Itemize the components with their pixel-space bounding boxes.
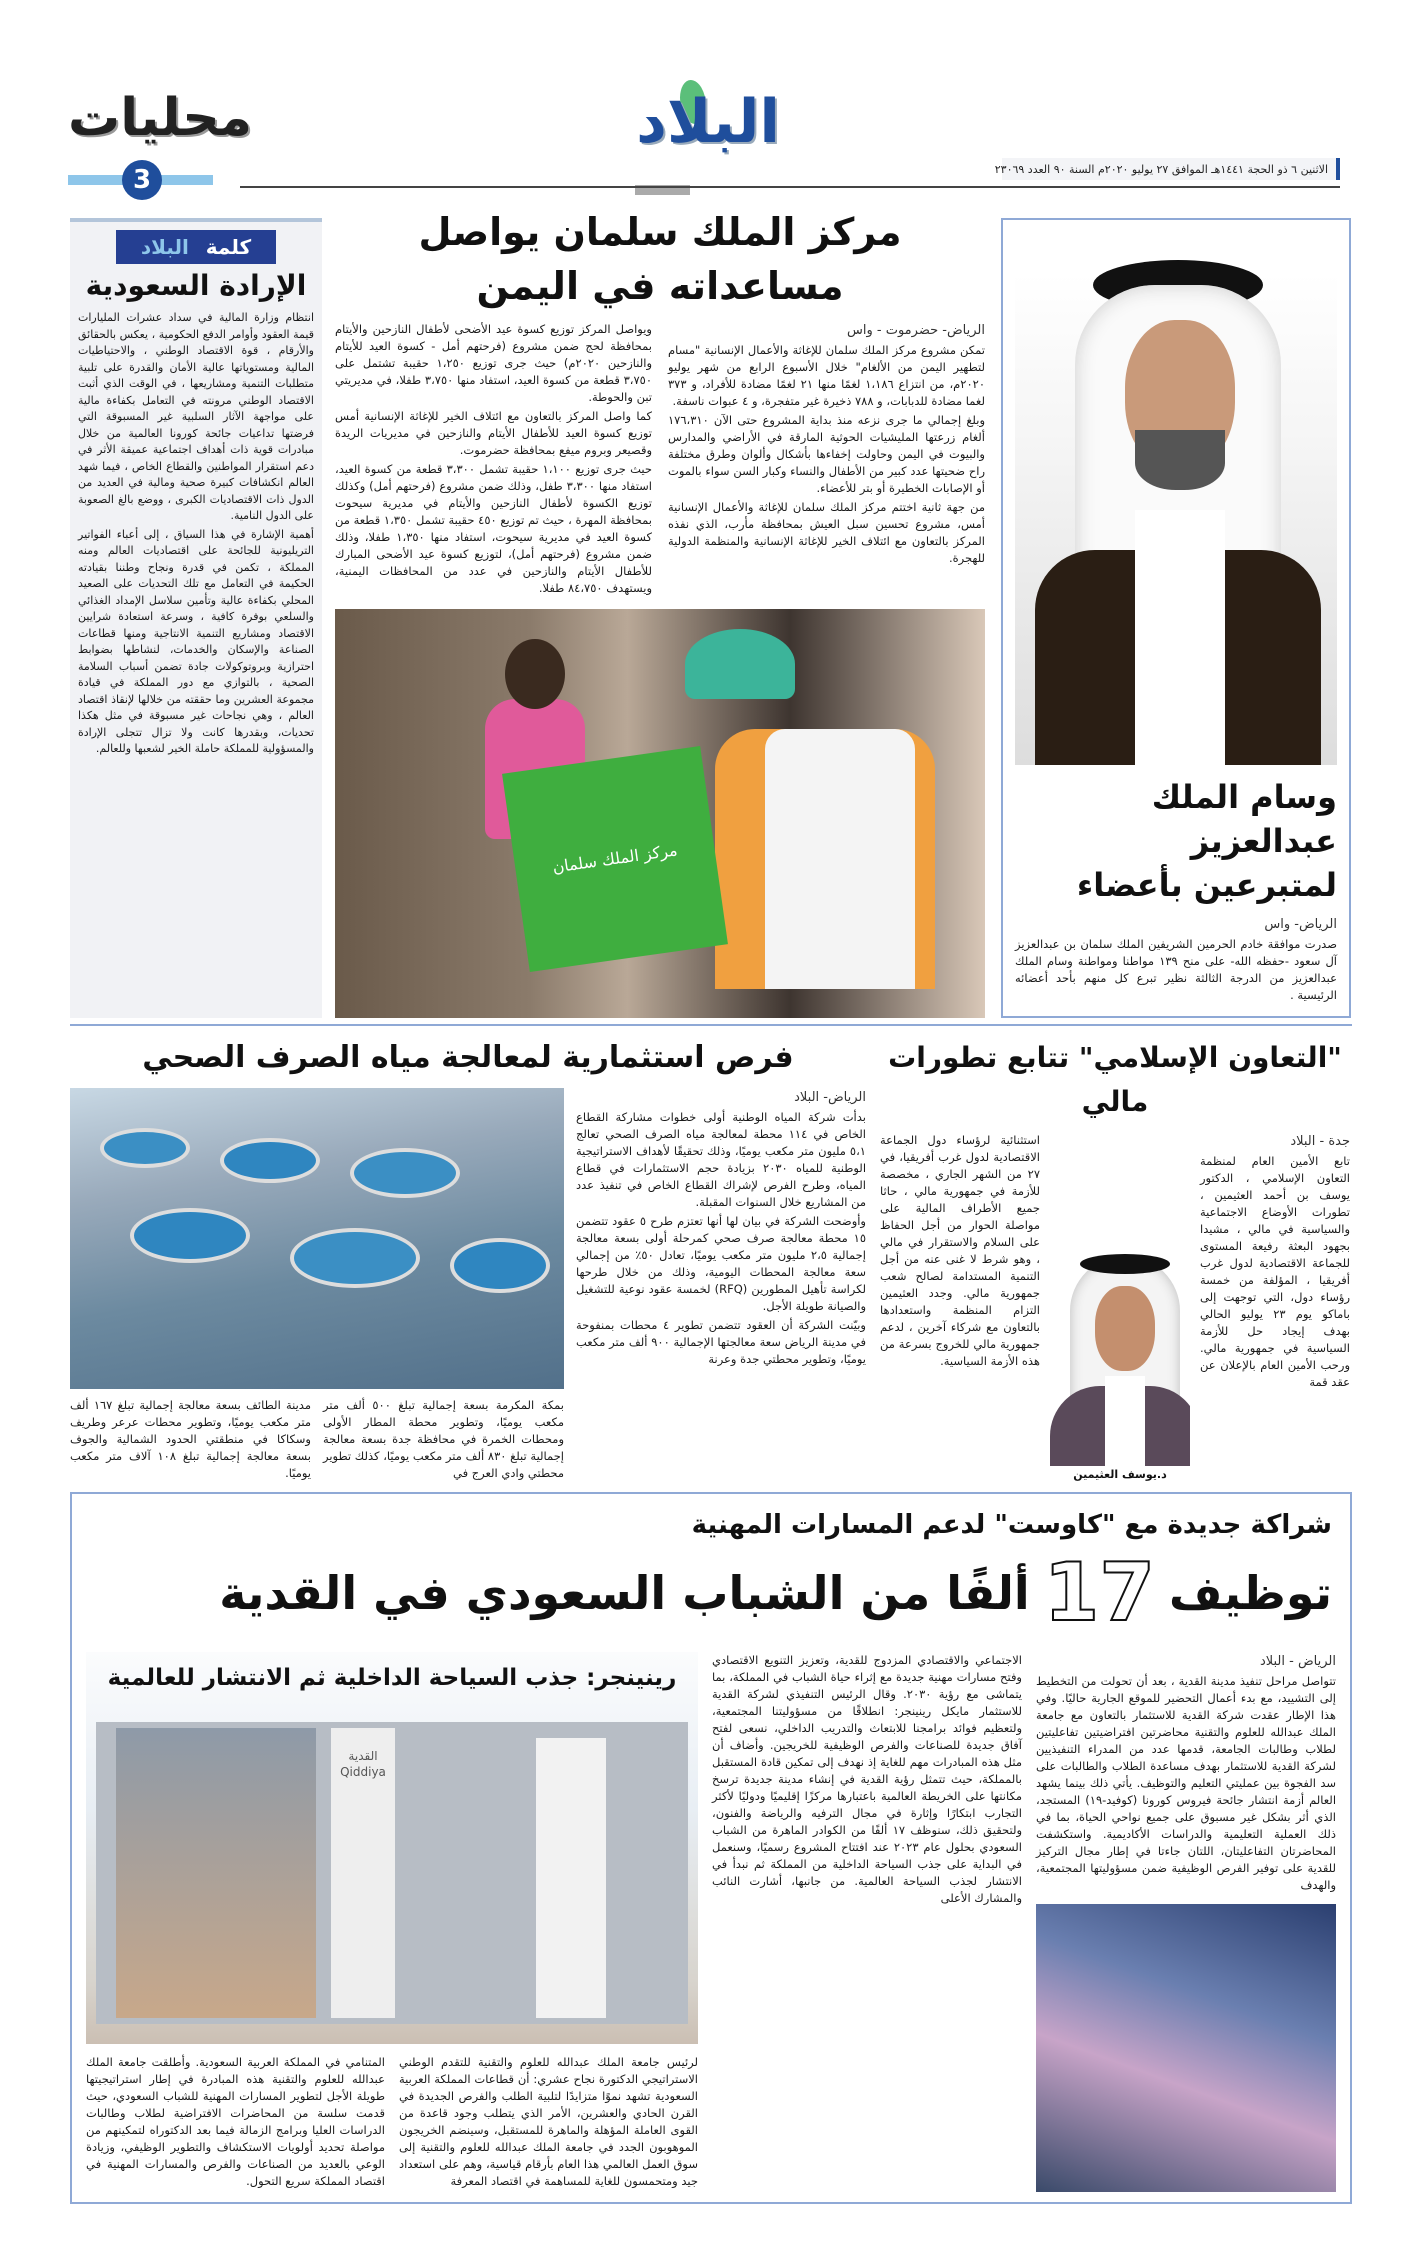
photo-aid-distribution xyxy=(335,609,985,1018)
ksrelief-column-right: الرياض- حضرموت - واس تمكن مشروع مركز الملك سلمان للإغاثة والأعمال الإنسانية "مسام لتطهير اليمن من الألغام" خلال الأسبوع الرابع من شهر يوليو ٢٠٢٠م، من انتزاع ١،١٨٦ لغمًا منها ٢١ لغمًا مضادة للأفراد، و ٣٧٣ لغما مضادة للدبابات، و ٧٨٨ ذخيرة غير متفجرة، و ٤ عبوات ناسفة. وبلغ إجمالي ما جرى نزعه منذ بداية المشروع حتى الآن ١٧٦،٣١٠ ألغام زرعتها المليشيات الحوثية المارقة في الأراضي والمدارس والبيوت في اليمن وحاولت إخفاءها بأشكال وألوان وطرق مختلفة راح ضحيتها عدد كبير من الأطفال والنساء وكبار السن سواء بالموت أو الإصابات الخطيرة أو بتر للأعضاء. من جهة ثانية اختتم مركز الملك سلمان للإغاثة والأعمال الإنسانية أمس، مشروع تحسين سبل العيش بمحافظة مأرب، الذي نفذه المركز بالتعاون مع ائتلاف الخير للإغاثة الإنسانية والمنظمة الدولية للهجرة. xyxy=(668,323,986,565)
header-rule xyxy=(240,186,1340,188)
qiddiya-sign: القدية Qiddiya xyxy=(331,1728,395,2018)
kicker: شراكة جديدة مع "كاوست" لدعم المسارات المهنية xyxy=(691,1510,1332,1540)
ksrelief-column-left: ويواصل المركز توزيع كسوة عيد الأضحى لأطفال النازحين والأيتام بمحافظة لحج ضمن مشروع (فرحتهم أمل - كسوة العيد للأيتام والنازحين ٢٠٢٠م) حيث جرى توزيع ١،٢٥٠ حقيبة تشتمل على ٣،٧٥٠ قطعة من كسوة العيد، استفاد منها ٣،٧٥٠ طفلا، في مديريتي تبن والحوطة. كما واصل المركز بالتعاون مع ائتلاف الخير للإغاثة الإنسانية أمس توزيع كسوة العيد للأطفال الأيتام والنازحين في مديريات الريدة وقصيعر وبروم ميفع بمحافظة حضرموت. حيث جرى توزيع ١،١٠٠ حقيبة تشمل ٣،٣٠٠ قطعة من كسوة العيد، استفاد منها ٣،٣٠٠ طفل، وذلك ضمن مشروع (فرحتهم أمل) وكذلك توزيع الكسوة لأطفال النازحين والأيتام في مديرية سيحوت بمحافظة المهرة ، حيث تم توزيع ٤٥٠ حقيبة تشمل ١،٣٥٠ قطعة من كسوة العيد في مديرية سيحوت، استفاد منها ١،٣٥٠ طفلا، وذلك ضمن مشروع (فرحتهم أمل)، لتوزيع كسوة عيد الأضحى المبارك للأطفال الأيتام والنازحين في عدد من المحافظات اليمنية، ويستهدف ٨٤،٧٥٠ طفلا. xyxy=(335,322,652,595)
section-title: محليات xyxy=(68,88,252,148)
photo-yousef-al-othaimeen xyxy=(1050,1246,1190,1466)
order-headline: وسام الملك عبدالعزيز لمتبرعين بأعضاء xyxy=(1076,778,1337,904)
oic-column-right: جدة - البلاد تابع الأمين العام لمنظمة التعاون الإسلامي ، الدكتور يوسف بن أحمد العثيمين ، تطورات الأوضاع الاجتماعية والسياسية في مالي ، مشيدا بجهود البعثة رفيعة المستوى للجماعة الاقتصادية لدول غرب أفريقيا ، المؤلفة من خمسة رؤساء دول، التي توجهت إلى باماكو يوم ٢٣ يوليو الحالي بهدف إيجاد حل للأزمة السياسية في جمهورية مالي. ورحب الأمين العام بالإعلان عن عقد قمة xyxy=(1200,1134,1350,1389)
masthead xyxy=(636,70,780,195)
photo-king-salman xyxy=(1015,230,1337,765)
qiddiya-column-mid: الاجتماعي والاقتصادي المزدوج للقدية، وتعزيز التنويع الاقتصادي وفتح مسارات مهنية جديدة مع إثراء حياة الشباب في المملكة، بما يتماشى مع رؤية ٢٠٣٠. وقال الرئيس التنفيذي لشركة القدية للاستثمار مايكل رينينجر: انطلاقًا من مسؤوليتنا المجتمعية، ولتعظيم فوائد برامجنا للابتعاث والتدريب الداخلي، نسعى لفتح آفاق جديدة للصناعات والفرص الوظيفية للخريجين. وأضاف أن مثل هذه المبادرات مهم للغاية إذ نهدف إلى تمكين قادة المستقبل بالمملكة، حيث تتمثل رؤية القدية في إنشاء مدينة جديدة ترسخ مكانتها على الخريطة العالمية باعتبارها مركزًا إقليميًا ودوليًا لأكثر التجارب ابتكارًا وإثارة في مجال الترفيه والرياضة والفنون، ولتحقيق ذلك، سنوظف ١٧ ألفًا من الكوادر الماهرة من الشباب السعودي بحلول عام ٢٠٢٣ عند افتتاح المشروع رسميًا، وسنعمل في البداية على جذب السياحة الداخلية من المملكة ثم نبدأ في الانتشار لجذب السياحة العالمية. من جانبها، أشارت النائب والمشارك الأعلى xyxy=(712,1653,1022,1905)
water-column-right: الرياض- البلاد بدأت شركة المياه الوطنية أولى خطوات مشاركة القطاع الخاص في ١١٤ محطة لمعالجة مياه الصرف الصحي تعالج ٥،١ مليون متر مكعب يوميًا، وذلك تحقيقًا لأهداف الاستراتيجية الوطنية للمياه ٢٠٣٠ بزيادة حجم الاستثمارات في قطاع المياه، وطرح الفرص لإشراك القطاع الخاص في تنفيذ عدد من المشاريع خلال السنوات المقبلة. وأوضحت الشركة في بيان لها أنها تعتزم طرح ٥ عقود تتضمن ١٥ محطة معالجة صرف صحي كمرحلة أولى بسعة معالجة إجمالية ٢،٥ مليون متر مكعب يوميًا، تعادل ٥٠٪ من إجمالي سعة معالجة المحطات اليومية، وذلك من خلال طرحها لكراسة تأهيل المطورين (RFQ) لخمسة عقود نوعية للتشغيل والصيانة طويلة الأجل. وبيّنت الشركة أن العقود تتضمن تطوير ٤ محطات بمنفوحة في مدينة الرياض سعة معالجتها الإجمالية ٩٠٠ ألف متر مكعب يوميًا، وتطوير محطتي جدة وعرنة xyxy=(576,1090,867,1366)
water-column-mid: بمكة المكرمة بسعة إجمالية تبلغ ٥٠٠ ألف متر مكعب يوميًا، وتطوير محطة المطار الأولى ومحطات الخمرة في محافظة جدة بسعة معالجة إجمالية تبلغ ٨٣٠ ألف متر مكعب يوميًا، كذلك تطوير محطتي وادي العرج في xyxy=(323,1398,564,1480)
qiddiya-article xyxy=(70,1492,1352,2204)
water-article xyxy=(70,1036,866,1484)
qiddiya-column-right: الرياض - البلاد تتواصل مراحل تنفيذ مدينة القدية ، بعد أن تحولت من التخطيط إلى التشييد، مع بدء أعمال التحضير للموقع الجارية حاليًا. وفي هذا الإطار عقدت شركة القدية للاستثمار بالتعاون مع جامعة الملك عبدالله للعلوم والتقنية محاضرتين افتراضيتين تفاعليتين لطلاب وطالبات الجامعة، قدمها عدد من المدراء التنفيذيين لشركة القدية للاستثمار بهدف مساعدة الطلاب والطالبات على سد الفجوة بين عمليتي التعليم والتوظيف. يأتي ذلك بينما يشهد العالم أزمة انتشار جائحة فيروس كورونا (كوفيد-١٩) المستجد، الذي أثر بشكل غير مسبوق على جميع نواحي الحياة، بما في ذلك العملية التعليمية والدراسات الأكاديمية. واستكشفت المحاضرتان التفاعليتان، اللتان جاءتا في إطار مجال التركيز للقدية على توفير الفرص الوظيفية ضمن مسؤوليتها المجتمعية، والهدف xyxy=(1036,1654,1337,1892)
order-article: وسام الملك عبدالعزيز لمتبرعين بأعضاء الرياض- واس صدرت موافقة خادم الحرمين الشريفين الملك سلمان بن عبدالعزيز آل سعود -حفظه الله- على منح ١٣٩ مواطنا ومواطنة وسام الملك عبدالعزيز من الدرجة الثالثة نظير تبرع كل منهم بأحد أعضائه الرئيسية . xyxy=(1001,218,1351,1018)
ksrelief-article xyxy=(335,205,985,1018)
aid-bag: مركز الملك سلمان xyxy=(502,746,728,972)
date-bar: الاثنين ٦ ذو الحجة ١٤٤١هـ الموافق ٢٧ يوليو ٢٠٢٠م السنة ٩٠ العدد ٢٣٠٦٩ xyxy=(1002,158,1340,180)
page-number: 3 xyxy=(122,160,162,200)
inner-headline: رينينجر: جذب السياحة الداخلية ثم الانتشار للعالمية xyxy=(107,1665,677,1691)
qiddiya-column-bottom-right: لرئيس جامعة الملك عبدالله للعلوم والتقنية للتقدم الوطني الاستراتيجي الدكتورة نجاح عشري: أن قطاعات المملكة العربية السعودية تشهد نموًا متزايدًا لتلبية الطلب والفرص الجديدة في القرن الحادي والعشرين، الأمر الذي يتطلب وجود قاعدة من القوى العاملة المؤهلة والماهرة للمستقبل، وسينضم الخريجون الموهوبون الجدد في جامعة الملك عبدالله للعلوم والتقنية إلى سوق العمل العالمي هذا العام بأرقام قياسية، وهم على استعداد جيد ومتحمسون للغاية للمساهمة في اقتصاد المعرفة xyxy=(399,2055,698,2188)
editorial-column xyxy=(70,218,322,1018)
water-column-left: مدينة الطائف بسعة معالجة إجمالية تبلغ ١٦٧ ألف متر مكعب يوميًا، وتطوير محطات عرعر وطريف وسكاكا في منطقتي الحدود الشمالية والجوف بسعة معالجة إجمالية تبلغ ١٠٨ آلاف متر مكعب يوميًا. xyxy=(70,1398,311,1480)
qiddiya-column-bottom-left: المتنامي في المملكة العربية السعودية. وأطلقت جامعة الملك عبدالله للعلوم والتقنية هذه المبادرة في إطار استراتيجيتها طويلة الأجل لتطوير المسارات المهنية للشباب السعودي، حيث قدمت سلسة من المحاضرات الافتراضية لطلاب وطالبات الدراسات العليا وبرامج الزمالة فيما بعد الدكتوراه لتمكينهم من مواصلة تحديد أولويات الاستكشاف والتطوير الوظيفي، وزيادة الوعي بالعديد من الصناعات والفرص والمسارات المهنية في اقتصاد المملكة سريع التحول. xyxy=(86,2055,385,2188)
photo-qiddiya-building xyxy=(86,1652,698,2044)
headline-qiddiya: توظيف 17 ألفًا من الشباب السعودي في القدية xyxy=(219,1546,1332,1639)
editorial-paragraph: انتظام وزارة المالية في سداد عشرات المليارات قيمة العقود وأوامر الدفع الحكومية ، يعكس بالحقائق والأرقام ، قوة الاقتصاد الوطني ، والاحتياطيات المالية ومستوياتها عالية الأمان والقدرة على تلبية متطلبات التنمية ومشاريعها ، في الوقت الذي أثبت الاقتصاد الوطني مرونته في التعامل بكفاءة مالية على مواجهة الآثار السلبية غير المسبوقة التي فرضتها تداعيات جائحة كورونا العالمية من خلال مبادرات قوية ذات أهداف اجتماعية عميقة الأثر في دعم استقرار المواطنين والقطاع الخاص ، فيما شهد العالم انكشافات كبيرة صحية ومالية في العديد من الدول ذات الاقتصاديات الكبرى ، ووضع بالغ الصعوبة على الدول النامية. xyxy=(78,311,314,522)
photo-caption: د.يوسف العثيمين xyxy=(1073,1468,1167,1481)
headline-water: فرص استثمارية لمعالجة مياه الصرف الصحي xyxy=(142,1040,794,1075)
editorial-badge: كلمة البلاد xyxy=(116,230,276,264)
photo-qiddiya-rendering xyxy=(1036,1904,1336,2192)
headline-ksrelief: مركز الملك سلمان يواصل مساعداته في اليمن xyxy=(418,210,902,308)
section-divider xyxy=(70,1024,1352,1026)
editorial-paragraph: أهمية الإشارة في هذا السياق ، إلى أعباء الفواتير التريليونية للجائحة على اقتصاديات العالم ومنه المملكة ، تكمن في قدرة ونجاح وطننا بقيادته الحكيمة في التعامل مع تلك التحديات على الصعيد المحلي بكفاءة عالية وتأمين سلاسل الإمداد الغذائي والسلعي بوفرة كافية ، وسرعة استعادة شرايين الاقتصاد ومشاريع التنمية الانتاجية ومنها قطاعات الصناعة والإسكان والخدمات، لنشاطها بضوابط احترازية وبروتوكولات جادة تضمن أسباب السلامة الصحية ، بالتوازي مع دور المملكة في قيادة مجموعة العشرين وما حققته من خلالها لإنقاذ اقتصاد العالم ، وهي نجاحات غير مسبوقة في مثل هكذا تحديات، وبقدرها كانت ولا تزال تتجلى الإرادة والمسؤولية للمملكة حاملة الخير لشعبها وللعالم. xyxy=(78,527,314,755)
photo-treatment-plant xyxy=(70,1088,564,1389)
al-bilad-logo: البلاد xyxy=(640,70,780,182)
oic-column-left: استثنائية لرؤساء دول الجماعة الاقتصادية لدول غرب أفريقيا، في ٢٧ من الشهر الجاري ، مخصصة للأزمة في جمهورية مالي ، حاثا جميع الأطراف المالية على مواصلة الحوار من أجل الحفاظ على السلام والاستقرار في مالي ، وهو شرط لا غنى عنه من أجل التنمية المستدامة لصالح شعب جمهورية مالي. وجدد العثيمين التزام المنظمة واستعدادها بالتعاون مع شركاء آخرين ، لدعم جمهورية مالي للخروج بسرعة من هذه الأزمة السياسية. xyxy=(880,1133,1040,1368)
editorial-title: الإرادة السعودية xyxy=(85,269,307,302)
oic-article xyxy=(880,1036,1350,1484)
headline-oic: "التعاون الإسلامي" تتابع تطورات مالي xyxy=(888,1041,1342,1118)
